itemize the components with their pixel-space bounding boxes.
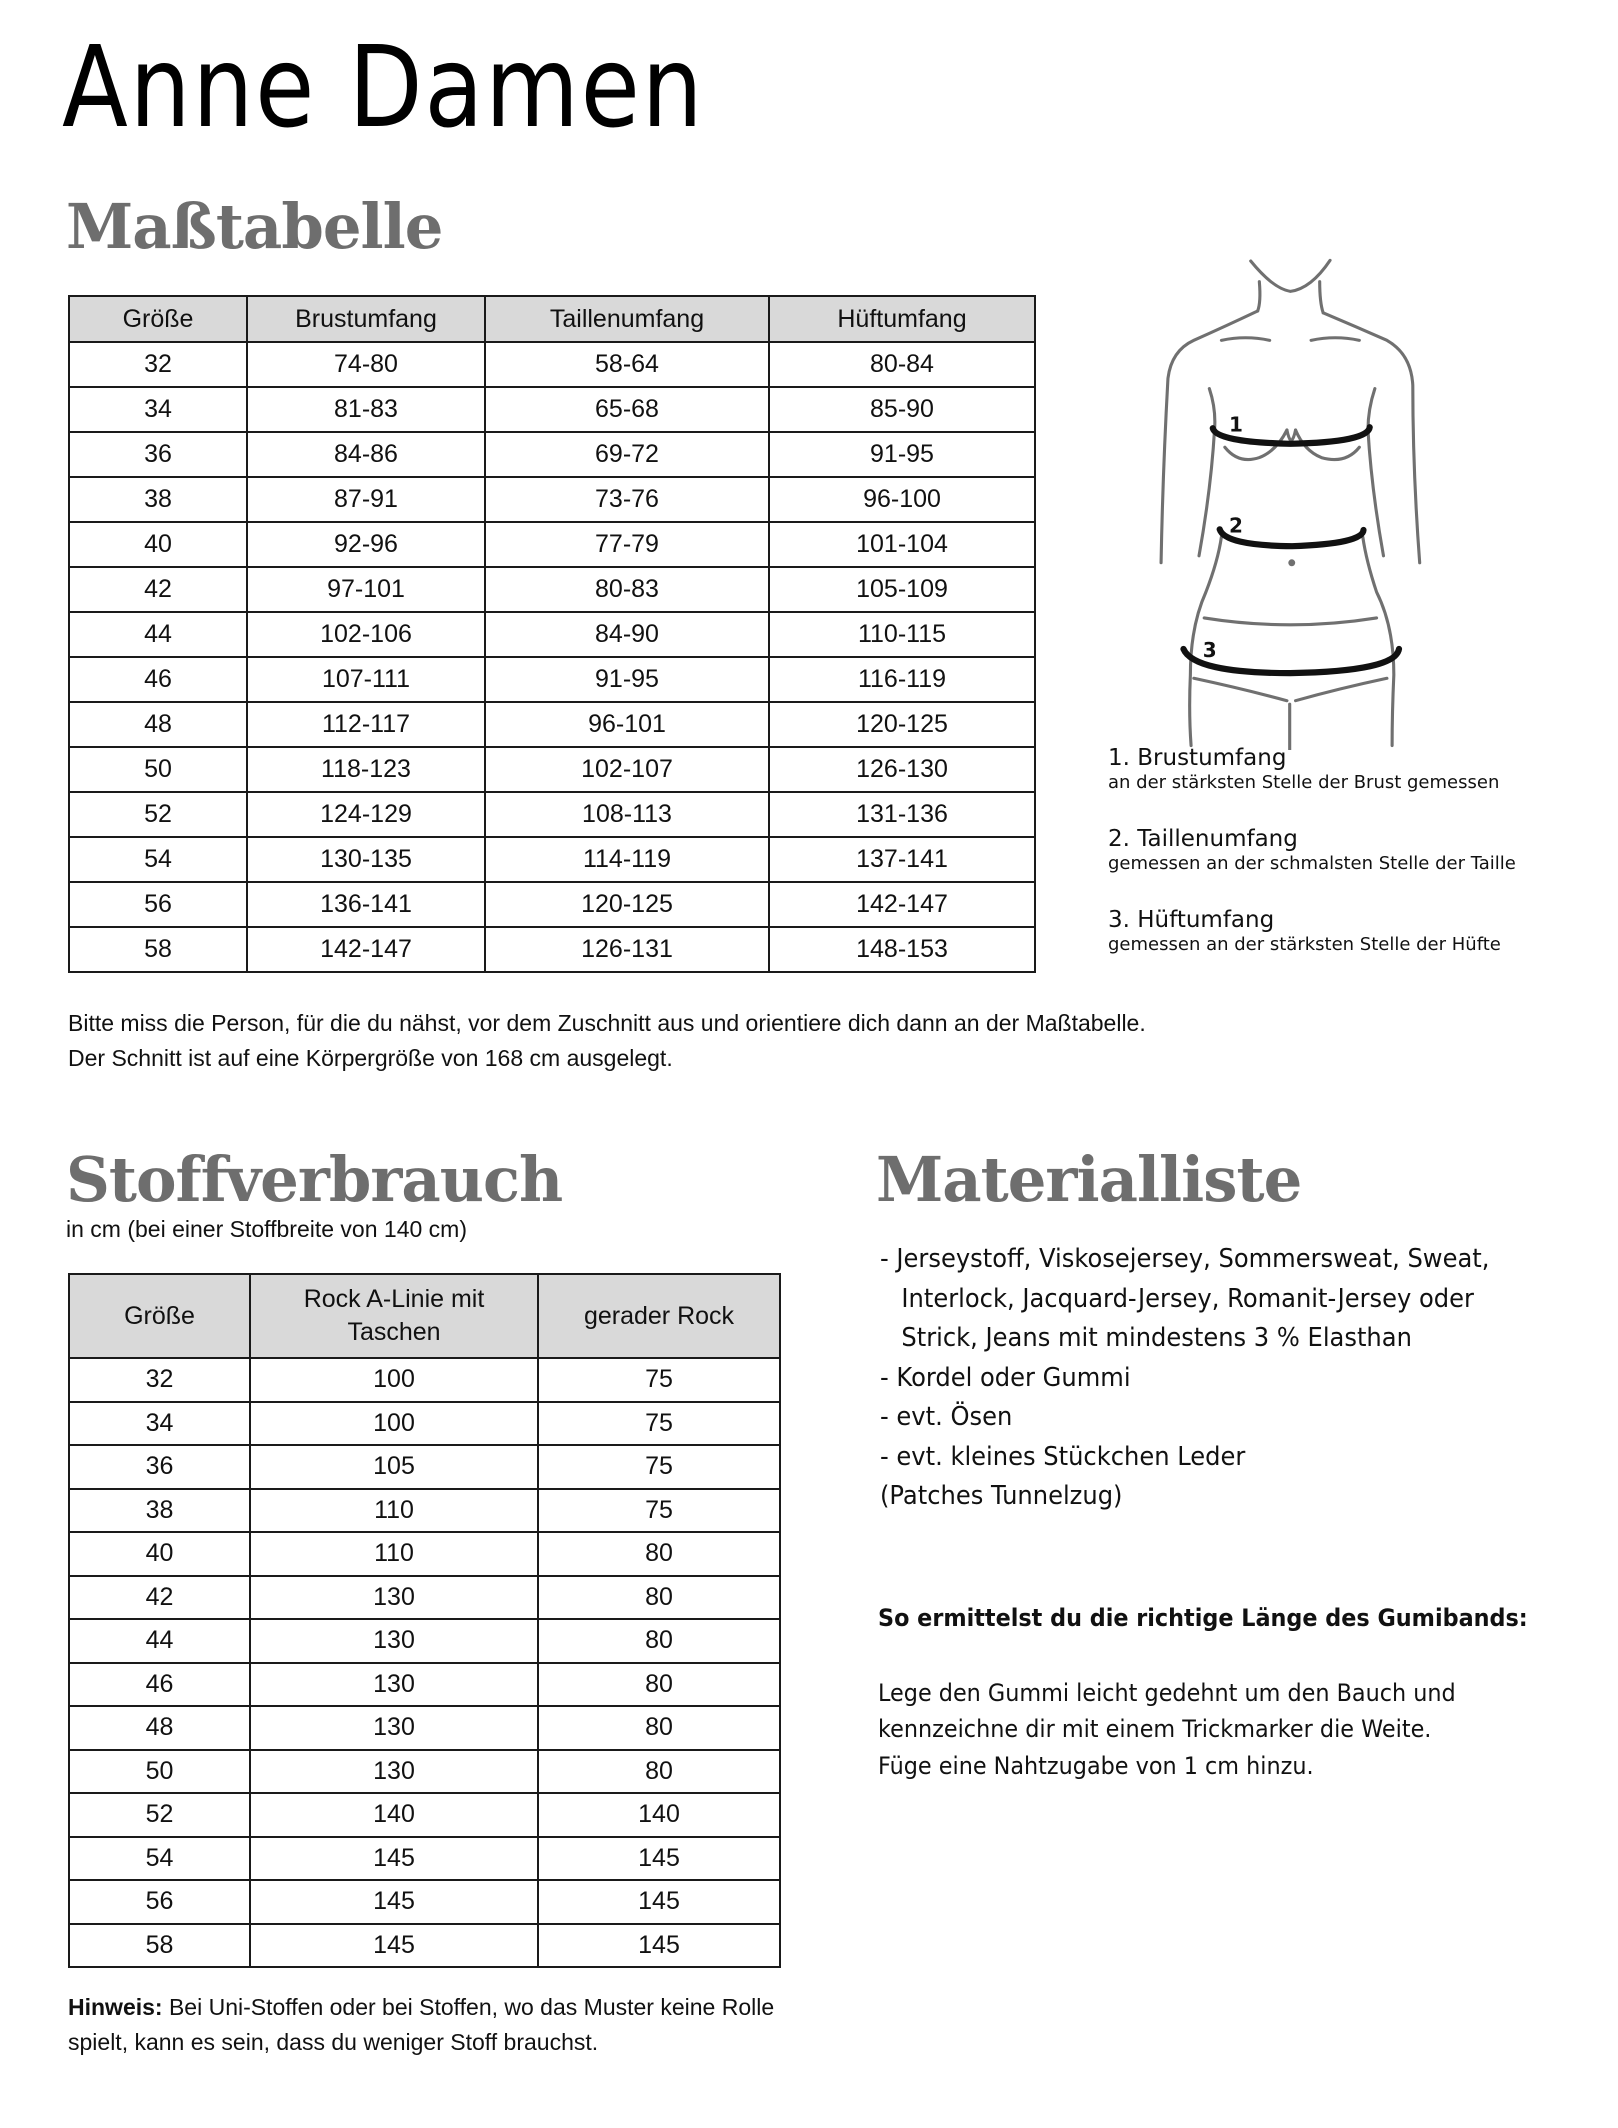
note-line: Der Schnitt ist auf eine Körpergröße von 168 cm ausgelegt. [68, 1045, 673, 1071]
table-row [69, 747, 1035, 792]
size-chart-note [68, 1006, 1368, 1076]
size-cell: 50 [69, 747, 247, 792]
value-cell: 80 [538, 1663, 780, 1707]
size-cell: 46 [69, 657, 247, 702]
legend-item-bust [1108, 744, 1516, 794]
size-chart-table [68, 295, 1036, 973]
size-cell: 38 [69, 477, 247, 522]
value-cell: 75 [538, 1402, 780, 1446]
value-cell: 142-147 [769, 882, 1035, 927]
size-cell: 42 [69, 567, 247, 612]
elastic-section [878, 1600, 1528, 1784]
material-item: - Jerseystoff, Viskosejersey, Sommersweat, Sweat, [880, 1244, 1490, 1274]
value-cell: 124-129 [247, 792, 485, 837]
value-cell: 92-96 [247, 522, 485, 567]
legend-title: 1. Brustumfang [1108, 745, 1287, 771]
table-row [69, 657, 1035, 702]
legend-item-waist [1108, 825, 1516, 875]
material-item: Interlock, Jacquard-Jersey, Romanit-Jersey oder [901, 1283, 1474, 1314]
value-cell: 77-79 [485, 522, 769, 567]
elastic-line: Lege den Gummi leicht gedehnt um den Bauch und [878, 1678, 1456, 1707]
fabric-heading: Stoffverbrauch [66, 1143, 563, 1216]
value-cell: 69-72 [485, 432, 769, 477]
value-cell: 145 [538, 1837, 780, 1881]
size-cell: 54 [69, 837, 247, 882]
size-cell: 36 [69, 432, 247, 477]
size-cell: 56 [69, 1880, 250, 1924]
value-cell: 81-83 [247, 387, 485, 432]
size-cell: 32 [69, 342, 247, 387]
value-cell: 80 [538, 1619, 780, 1663]
value-cell: 102-107 [485, 747, 769, 792]
value-cell: 80-84 [769, 342, 1035, 387]
size-cell: 52 [69, 792, 247, 837]
size-cell: 42 [69, 1576, 250, 1620]
hint-text: Bei Uni-Stoffen oder bei Stoffen, wo das Muster keine Rolle [162, 1994, 775, 2020]
size-cell: 56 [69, 882, 247, 927]
size-cell: 32 [69, 1358, 250, 1402]
table-row [69, 837, 1035, 882]
elastic-line: Füge eine Nahtzugabe von 1 cm hinzu. [878, 1751, 1314, 1780]
table-row [69, 1706, 780, 1750]
size-cell: 58 [69, 927, 247, 972]
size-cell: 44 [69, 612, 247, 657]
value-cell: 58-64 [485, 342, 769, 387]
hint-label: Hinweis: [68, 1994, 163, 2020]
value-cell: 126-131 [485, 927, 769, 972]
size-cell: 48 [69, 1706, 250, 1750]
material-item: - evt. Ösen [880, 1402, 1013, 1432]
size-cell: 38 [69, 1489, 250, 1533]
table-header-row [69, 296, 1035, 342]
value-cell: 80 [538, 1576, 780, 1620]
table-row [69, 1750, 780, 1794]
value-cell: 65-68 [485, 387, 769, 432]
marker-3: 3 [1202, 637, 1217, 662]
value-cell: 114-119 [485, 837, 769, 882]
table-row [69, 1619, 780, 1663]
value-cell: 84-90 [485, 612, 769, 657]
value-cell: 136-141 [247, 882, 485, 927]
body-measurement-figure [1080, 230, 1618, 750]
value-cell: 145 [538, 1924, 780, 1968]
value-cell: 97-101 [247, 567, 485, 612]
value-cell: 102-106 [247, 612, 485, 657]
value-cell: 84-86 [247, 432, 485, 477]
table-row [69, 477, 1035, 522]
table-row [69, 567, 1035, 612]
value-cell: 80 [538, 1750, 780, 1794]
value-cell: 87-91 [247, 477, 485, 522]
value-cell: 130-135 [247, 837, 485, 882]
table-row [69, 1402, 780, 1446]
column-header: gerader Rock [538, 1274, 780, 1358]
value-cell: 116-119 [769, 657, 1035, 702]
materials-list [880, 1240, 1489, 1517]
table-row [69, 342, 1035, 387]
size-cell: 40 [69, 1532, 250, 1576]
fabric-subtitle: in cm (bei einer Stoffbreite von 140 cm) [66, 1216, 467, 1242]
value-cell: 80 [538, 1706, 780, 1750]
value-cell: 130 [250, 1619, 538, 1663]
brand-title: Anne Damen [62, 23, 705, 153]
value-cell: 137-141 [769, 837, 1035, 882]
column-header: Größe [69, 296, 247, 342]
table-row [69, 882, 1035, 927]
table-row [69, 522, 1035, 567]
value-cell: 101-104 [769, 522, 1035, 567]
table-row [69, 1663, 780, 1707]
value-cell: 100 [250, 1402, 538, 1446]
value-cell: 80-83 [485, 567, 769, 612]
size-cell: 50 [69, 1750, 250, 1794]
hint-text: spielt, kann es sein, dass du weniger Stoff brauchst. [68, 2029, 599, 2055]
table-header-row [69, 1274, 780, 1358]
value-cell: 120-125 [485, 882, 769, 927]
size-cell: 44 [69, 1619, 250, 1663]
value-cell: 112-117 [247, 702, 485, 747]
table-row [69, 1924, 780, 1968]
table-row [69, 1358, 780, 1402]
table-row [69, 702, 1035, 747]
value-cell: 148-153 [769, 927, 1035, 972]
size-cell: 36 [69, 1445, 250, 1489]
marker-1: 1 [1229, 412, 1243, 437]
value-cell: 110 [250, 1489, 538, 1533]
legend-desc: gemessen an der schmalsten Stelle der Taille [1108, 853, 1516, 874]
column-header: Hüftumfang [769, 296, 1035, 342]
value-cell: 130 [250, 1576, 538, 1620]
legend-title: 3. Hüftumfang [1108, 907, 1275, 933]
value-cell: 130 [250, 1706, 538, 1750]
size-cell: 34 [69, 1402, 250, 1446]
table-row [69, 387, 1035, 432]
table-row [69, 1880, 780, 1924]
figure-legend [1108, 744, 1516, 956]
value-cell: 91-95 [769, 432, 1035, 477]
size-cell: 54 [69, 1837, 250, 1881]
legend-title: 2. Taillenumfang [1108, 826, 1298, 852]
value-cell: 145 [538, 1880, 780, 1924]
value-cell: 118-123 [247, 747, 485, 792]
value-cell: 142-147 [247, 927, 485, 972]
material-item: Strick, Jeans mit mindestens 3 % Elasthan [901, 1323, 1412, 1353]
value-cell: 145 [250, 1880, 538, 1924]
value-cell: 74-80 [247, 342, 485, 387]
marker-2: 2 [1229, 513, 1243, 538]
value-cell: 126-130 [769, 747, 1035, 792]
table-row [69, 1445, 780, 1489]
material-item: - Kordel oder Gummi [880, 1362, 1131, 1393]
value-cell: 145 [250, 1837, 538, 1881]
value-cell: 75 [538, 1489, 780, 1533]
value-cell: 75 [538, 1358, 780, 1402]
legend-desc: an der stärksten Stelle der Brust gemessen [1108, 772, 1500, 793]
elastic-heading: So ermittelst du die richtige Länge des Gumibands: [878, 1604, 1528, 1632]
size-cell: 40 [69, 522, 247, 567]
legend-desc: gemessen an der stärksten Stelle der Hüfte [1108, 934, 1501, 955]
column-header: Größe [69, 1274, 250, 1358]
value-cell: 145 [250, 1924, 538, 1968]
table-row [69, 792, 1035, 837]
table-row [69, 1576, 780, 1620]
legend-item-hip [1108, 906, 1516, 956]
table-row [69, 927, 1035, 972]
value-cell: 110 [250, 1532, 538, 1576]
value-cell: 131-136 [769, 792, 1035, 837]
table-row [69, 612, 1035, 657]
table-row [69, 1489, 780, 1533]
value-cell: 120-125 [769, 702, 1035, 747]
material-item: - evt. kleines Stückchen Leder [880, 1441, 1246, 1472]
table-row [69, 1532, 780, 1576]
fabric-table [68, 1273, 781, 1968]
value-cell: 130 [250, 1750, 538, 1794]
table-row [69, 1837, 780, 1881]
column-header: Brustumfang [247, 296, 485, 342]
table-row [69, 1793, 780, 1837]
value-cell: 140 [250, 1793, 538, 1837]
column-header-label: Rock A-Linie mit Taschen [303, 1285, 485, 1346]
materials-heading: Materialliste [876, 1143, 1302, 1216]
value-cell: 130 [250, 1663, 538, 1707]
material-item: (Patches Tunnelzug) [880, 1481, 1123, 1511]
value-cell: 110-115 [769, 612, 1035, 657]
value-cell: 140 [538, 1793, 780, 1837]
fabric-hint [68, 1990, 888, 2060]
table-row [69, 432, 1035, 477]
value-cell: 96-101 [485, 702, 769, 747]
value-cell: 91-95 [485, 657, 769, 702]
size-cell: 46 [69, 1663, 250, 1707]
value-cell: 75 [538, 1445, 780, 1489]
size-cell: 48 [69, 702, 247, 747]
value-cell: 73-76 [485, 477, 769, 522]
column-header: Taillenumfang [485, 296, 769, 342]
value-cell: 108-113 [485, 792, 769, 837]
value-cell: 96-100 [769, 477, 1035, 522]
column-header [250, 1274, 538, 1358]
value-cell: 85-90 [769, 387, 1035, 432]
note-line: Bitte miss die Person, für die du nähst, vor dem Zuschnitt aus und orientiere dich dann an der Maßtabelle. [68, 1010, 1146, 1036]
value-cell: 107-111 [247, 657, 485, 702]
size-cell: 34 [69, 387, 247, 432]
size-cell: 58 [69, 1924, 250, 1968]
value-cell: 80 [538, 1532, 780, 1576]
value-cell: 105 [250, 1445, 538, 1489]
size-chart-heading: Maßtabelle [66, 190, 443, 263]
value-cell: 105-109 [769, 567, 1035, 612]
value-cell: 100 [250, 1358, 538, 1402]
size-cell: 52 [69, 1793, 250, 1837]
elastic-line: kennzeichne dir mit einem Trickmarker die Weite. [878, 1715, 1432, 1743]
